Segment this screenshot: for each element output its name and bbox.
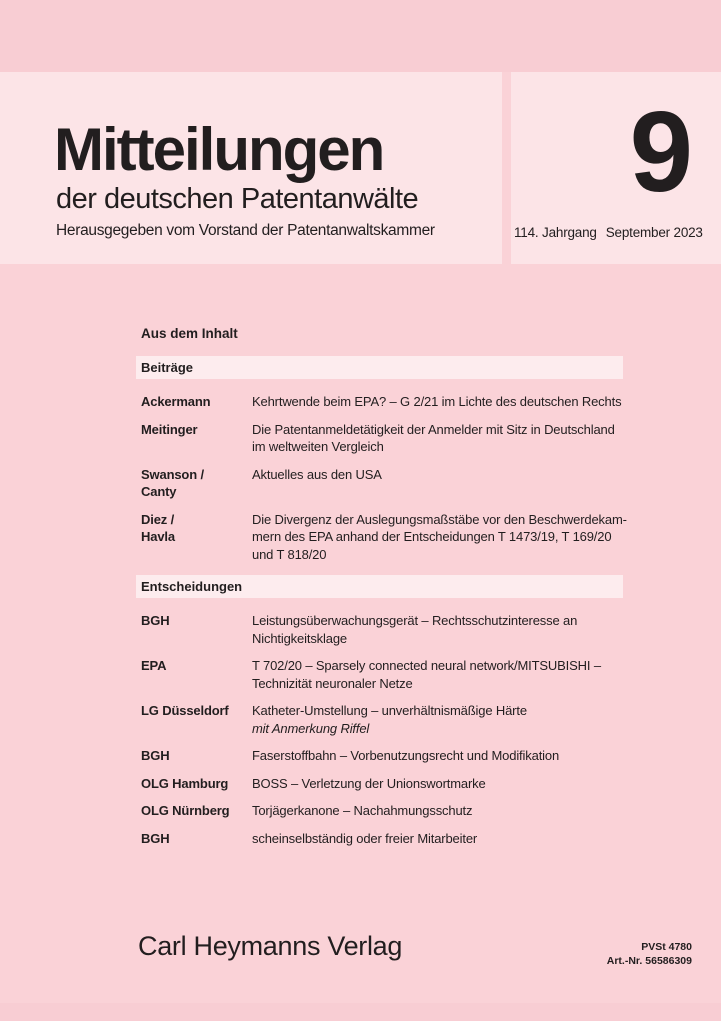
entry-title <box>252 612 630 647</box>
entry-source-line: BGH <box>141 613 170 628</box>
toc-sections <box>141 356 630 847</box>
entry-title <box>252 775 630 793</box>
entry-source <box>141 775 252 793</box>
bottom-strip <box>0 1003 721 1021</box>
entry-source-line: Canty <box>141 484 177 499</box>
entry-source-line: Meitinger <box>141 421 198 437</box>
entry-title <box>252 466 630 501</box>
entry-title-line: Nichtigkeitsklage <box>252 630 347 646</box>
journal-tagline: Herausgegeben vom Vorstand der Patentanwaltskammer <box>56 222 435 239</box>
issue-volume: 114. Jahrgang <box>514 225 597 240</box>
publisher-name: Carl Heymanns Verlag <box>138 931 403 961</box>
section-band <box>136 356 623 379</box>
toc-entry <box>141 466 630 501</box>
issue-date: September 2023 <box>605 225 703 240</box>
entry-title-line: Faserstoffbahn – Vorbenutzungsrecht und Modifikation <box>252 748 560 763</box>
entry-title-line: Torjägerkanone – Nachahmungsschutz <box>252 803 473 818</box>
entry-source-line: OLG Nürnberg <box>141 803 230 818</box>
entry-title-line: BOSS – Verletzung der Unionswortmarke <box>252 775 486 791</box>
entry-source-line: BGH <box>141 830 170 846</box>
entry-title <box>252 747 630 765</box>
entry-source-line: EPA <box>141 658 167 673</box>
entry-source-line: Ackermann <box>141 394 211 409</box>
entry-source <box>141 747 252 765</box>
journal-subtitle: der deutschen Patentanwälte <box>56 183 419 215</box>
entry-title <box>252 702 630 737</box>
imprint-pvst: PVSt 4780 <box>641 941 692 953</box>
entry-title <box>252 802 630 820</box>
issue-meta <box>514 226 703 240</box>
entry-source <box>141 466 252 501</box>
entry-title <box>252 421 630 456</box>
entry-title-line: Aktuelles aus den USA <box>252 466 382 482</box>
toc-entry <box>141 657 630 692</box>
toc-entry <box>141 802 630 820</box>
section-title: Beiträge <box>141 360 194 375</box>
entry-source <box>141 511 252 564</box>
toc-entry <box>141 511 630 564</box>
toc-entry <box>141 830 630 848</box>
entry-source-line: BGH <box>141 748 170 763</box>
entry-source <box>141 657 252 692</box>
toc-entry <box>141 393 630 411</box>
entry-title-line: Technizität neuronaler Netze <box>252 675 413 691</box>
entry-source <box>141 830 252 848</box>
journal-title: Mitteilungen <box>54 116 384 183</box>
entry-title-line: und T 818/20 <box>252 546 327 562</box>
entry-source <box>141 702 252 737</box>
entry-source <box>141 421 252 456</box>
entry-title <box>252 830 630 848</box>
entry-note: mit Anmerkung Riffel <box>252 720 370 736</box>
entry-title-line: mern des EPA anhand der Entscheidungen T 1473/19, T 169/20 <box>252 529 612 544</box>
toc-entry <box>141 612 630 647</box>
entry-title-line: Leistungsüberwachungsgerät – Rechtsschutzinteresse an <box>252 613 578 628</box>
entry-source-line: Swanson / <box>141 466 204 482</box>
contents-heading: Aus dem Inhalt <box>141 326 238 341</box>
entry-title-line: T 702/20 – Sparsely connected neural network/MITSUBISHI – <box>252 658 601 673</box>
entry-title-line: im weltweiten Vergleich <box>252 439 384 454</box>
entry-title-line: Die Divergenz der Auslegungsmaßstäbe vor den Beschwerdekam- <box>252 511 627 527</box>
section-title: Entscheidungen <box>141 579 243 594</box>
entry-title-line: scheinselbständig oder freier Mitarbeiter <box>252 830 478 846</box>
toc-entry <box>141 702 630 737</box>
entry-source-line: LG Düsseldorf <box>141 703 229 718</box>
imprint-block <box>607 941 692 968</box>
entry-title-line: Katheter-Umstellung – unverhältnismäßige Härte <box>252 703 527 718</box>
entry-title <box>252 511 630 564</box>
entry-source-line: Havla <box>141 529 175 544</box>
entry-title-line: Die Patentanmeldetätigkeit der Anmelder mit Sitz in Deutschland <box>252 421 615 437</box>
imprint-artnr: Art.-Nr. 56586309 <box>606 954 692 967</box>
entry-title <box>252 657 630 692</box>
section-band <box>136 575 623 598</box>
entry-title <box>252 393 630 411</box>
entry-title-line: Kehrtwende beim EPA? – G 2/21 im Lichte des deutschen Rechts <box>252 394 622 409</box>
entry-source <box>141 393 252 411</box>
toc-entry <box>141 747 630 765</box>
entry-source <box>141 802 252 820</box>
issue-number: 9 <box>629 89 693 216</box>
toc-entry <box>141 421 630 456</box>
entry-source <box>141 612 252 647</box>
entry-source-line: OLG Hamburg <box>141 775 229 791</box>
entry-source-line: Diez / <box>141 511 175 527</box>
table-of-contents <box>141 326 630 847</box>
toc-entry <box>141 775 630 793</box>
